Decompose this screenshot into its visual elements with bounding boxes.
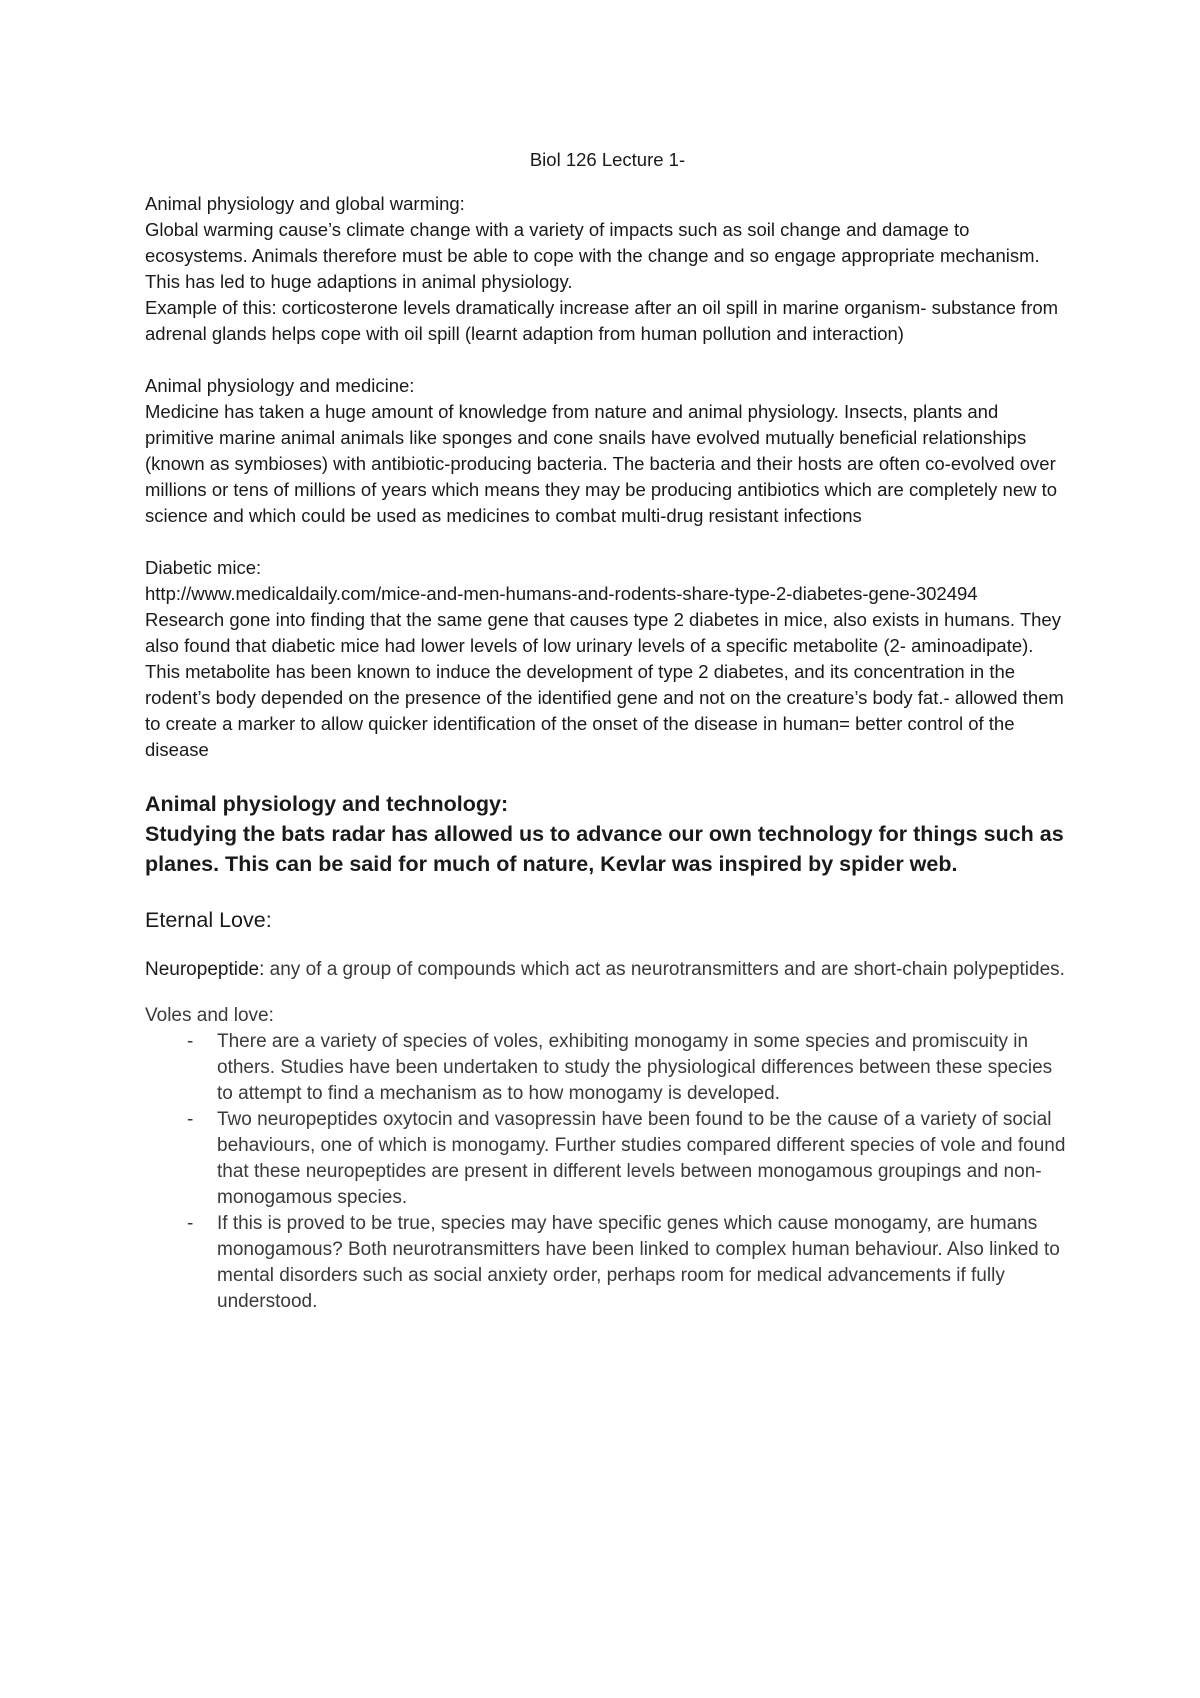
document-title: Biol 126 Lecture 1- [529, 149, 686, 170]
paragraph: Medicine has taken a huge amount of knowledge from nature and animal physiology. Insects, plants and primitive marine animal animals like sponges and cone snails have evolved mutually beneficial relationships (known as symbioses) with antibiotic-producing bacteria. The bacteria and their hosts are often co-evolved over millions or tens of millions of years which means they may be producing antibiotics which are completely new to science and which could be used as medicines to combat multi-drug resistant infections [145, 401, 1058, 526]
section-heading-eternal-love: Eternal Love: [145, 908, 272, 932]
paragraph: Studying the bats radar has allowed us to advance our own technology for things such as planes. This can be said for much of nature, Kevlar was inspired by spider web. [145, 822, 1064, 876]
paragraph: Example of this: corticosterone levels dramatically increase after an oil spill in marine organism- substance from adrenal glands helps cope with oil spill (learnt adaption from human pollution and interaction) [145, 297, 1059, 344]
bullet-marker: - [187, 1213, 194, 1234]
section-heading: Animal physiology and global warming: [145, 193, 465, 214]
list-item [145, 1107, 1070, 1211]
definition-text: any of a group of compounds which act as neurotransmitters and are short-chain polypeptides. [264, 959, 1065, 980]
list-item-text: Two neuropeptides oxytocin and vasopressin have been found to be the cause of a variety of social behaviours, one of which is monogamy. Further studies compared different species of vole and found that these neuropeptides are present in different levels between monogamous groupings and non-monogamous species. [217, 1109, 1066, 1208]
section-heading: Animal physiology and medicine: [145, 375, 415, 396]
list-item-text: There are a variety of species of voles, exhibiting monogamy in some species and promiscuity in others. Studies have been undertaken to study the physiological differences between these species to attempt to find a mechanism as to how monogamy is developed. [217, 1031, 1053, 1104]
bullet-marker: - [187, 1109, 194, 1130]
neuropeptide-definition [145, 957, 1070, 983]
section-technology [145, 789, 1070, 879]
list-item [145, 1211, 1070, 1315]
section-medicine [145, 373, 1070, 529]
section-diabetic-mice [145, 555, 1070, 763]
section-global-warming [145, 191, 1070, 347]
section-heading: Voles and love: [145, 1005, 274, 1026]
document-body [145, 147, 1070, 1315]
list-item [145, 1029, 1070, 1107]
paragraph: Research gone into finding that the same gene that causes type 2 diabetes in mice, also exists in humans. They also found that diabetic mice had lower levels of low urinary levels of a specific metabolite (2- aminoadipate). This metabolite has been known to induce the development of type 2 diabetes, and its concentration in the rodent’s body depended on the presence of the identified gene and not on the creature’s body fat.- allowed them to create a marker to allow quicker identification of the onset of the disease in human= better control of the disease [145, 609, 1064, 760]
bullet-marker: - [187, 1031, 194, 1052]
section-heading: Diabetic mice: [145, 557, 262, 578]
bullet-list [145, 1029, 1070, 1315]
list-item-text: If this is proved to be true, species may have specific genes which cause monogamy, are humans monogamous? Both neurotransmitters have been linked to complex human behaviour. Also linked to mental disorders such as social anxiety order, perhaps room for medical advancements if fully understood. [217, 1213, 1060, 1312]
section-heading: Animal physiology and technology: [145, 792, 509, 816]
paragraph: Global warming cause’s climate change with a variety of impacts such as soil change and damage to ecosystems. Animals therefore must be able to cope with the change and so engage appropriate mechanism. This has led to huge adaptions in animal physiology. [145, 219, 1040, 292]
definition-term: Neuropeptide: [145, 959, 265, 980]
reference-url: http://www.medicaldaily.com/mice-and-men-humans-and-rodents-share-type-2-diabetes-gene-302494 [145, 583, 978, 604]
section-voles [145, 1003, 1070, 1315]
